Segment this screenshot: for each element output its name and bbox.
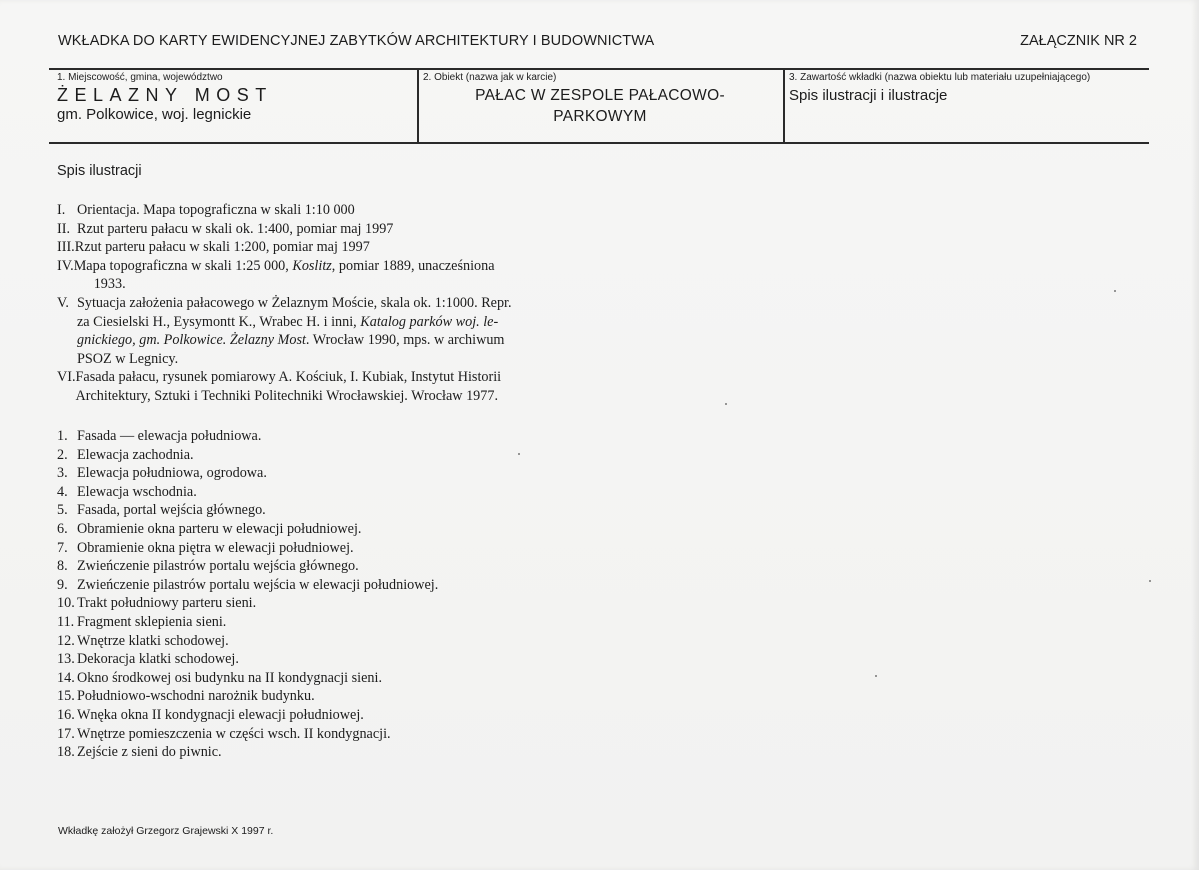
item-number: 16. [57,706,75,723]
object-name-line-2: PARKOWYM [553,108,647,125]
list-item [57,743,577,762]
item-number: 6. [57,520,68,537]
item-number: 8. [57,558,68,575]
contents-field-label: 3. Zawartość wkładki (nazwa obiektu lub materiału uzupełniającego) [789,72,1091,83]
item-text-part: 1933. [93,276,126,293]
item-number: 4. [57,483,68,500]
list-item [57,464,577,483]
list-item [57,594,577,613]
list-item [57,539,577,558]
item-text: Elewacja zachodnia. [77,446,194,463]
item-text-part: , pomiar 1889, unacześniona [331,257,495,274]
contents-value: Spis ilustracji i ilustracje [789,87,948,104]
list-item [57,257,567,294]
item-text: Elewacja południowa, ogrodowa. [77,465,267,482]
item-text: Obramienie okna piętra w elewacji południowej. [77,539,354,556]
list-item [57,294,567,368]
paper-speck [1114,290,1116,292]
item-number: 12. [57,632,75,649]
item-text: Fasada — elewacja południowa. [77,428,262,444]
list-item [57,446,577,465]
item-number: V. [57,294,69,311]
item-text-part: Fasada pałacu, rysunek pomiarowy A. Kościuk, I. Kubiak, Instytut Historii [75,369,502,386]
item-number: 18. [57,744,75,761]
item-number: 17. [57,725,75,742]
item-text: Trakt południowy parteru sieni. [77,595,257,612]
item-text: Orientacja. Mapa topograficzna w skali 1:10 000 [77,202,355,218]
item-text-italic: gnickiego, gm. Polkowice. Żelazny Most [77,332,306,349]
item-text: Fragment sklepienia sieni. [77,613,227,630]
paper-speck [1149,580,1151,582]
paper-speck [725,403,727,405]
item-number: 10. [57,595,75,612]
list-item [57,725,577,744]
item-text: Rzut parteru pałacu w skali 1:200, pomiar maj 1997 [74,239,370,256]
item-text-italic: Katalog parków woj. le- [360,313,499,330]
item-text: Wnętrze klatki schodowej. [77,632,229,649]
item-text: Dekoracja klatki schodowej. [77,651,239,668]
item-text: Elewacja wschodnia. [77,483,197,500]
list-item [57,632,577,651]
form-title: WKŁADKA DO KARTY EWIDENCYJNEJ ZABYTKÓW ARCHITEKTURY I BUDOWNICTWA [58,33,655,49]
object-name [430,85,770,127]
item-text: Rzut parteru pałacu w skali ok. 1:400, pomiar maj 1997 [77,220,394,237]
object-name-line-1: PAŁAC W ZESPOLE PAŁACOWO- [475,87,725,104]
paper-speck [875,675,877,677]
top-rule [49,68,1149,70]
item-number: I. [57,202,66,218]
list-item [57,669,577,688]
item-text: Południowo-wschodni narożnik budynku. [77,688,315,705]
list-item [57,576,577,595]
item-number: VI. [57,369,76,386]
item-number: 14. [57,669,75,686]
item-text: Fasada, portal wejścia głównego. [77,502,266,519]
item-text: Zwieńczenie pilastrów portalu wejścia w elewacji południowej. [77,576,439,593]
photo-list [57,427,577,762]
item-text: Zejście z sieni do piwnic. [77,744,222,761]
section-title: Spis ilustracji [57,163,142,179]
list-item [57,557,577,576]
item-number: IV. [57,257,74,274]
author-note: Wkładkę założył Grzegorz Grajewski X 1997 r. [58,825,274,837]
item-number: III. [57,239,75,256]
list-item [57,613,577,632]
item-text [77,294,512,368]
paper-speck [518,453,520,455]
map-drawing-list [57,201,567,406]
field-divider-2 [783,70,785,142]
item-text [76,368,502,405]
place-district: gm. Polkowice, woj. legnickie [57,106,252,123]
bottom-rule [49,142,1149,144]
item-text-part: Sytuacja założenia pałacowego w Żelaznym Moście, skala ok. 1:1000. Repr. [77,294,512,311]
attachment-number: ZAŁĄCZNIK NR 2 [1020,33,1137,49]
item-number: II. [57,220,70,237]
list-item [57,706,577,725]
list-item [57,368,567,405]
item-text: Obramienie okna parteru w elewacji południowej. [77,520,362,537]
item-text: Wnęka okna II kondygnacji elewacji południowej. [77,706,364,723]
item-number: 15. [57,688,75,705]
item-number: 11. [57,613,75,630]
list-item [57,483,577,502]
item-number: 5. [57,502,68,519]
item-text: Zwieńczenie pilastrów portalu wejścia głównego. [77,558,359,575]
list-item [57,201,567,220]
item-text-part: PSOZ w Legnicy. [77,350,179,367]
item-number: 2. [57,446,68,463]
item-number: 1. [57,428,68,444]
list-item [57,220,567,239]
item-text [74,257,495,294]
item-text-part: Mapa topograficzna w skali 1:25 000, [73,257,293,274]
item-number: 7. [57,539,68,556]
list-item [57,501,577,520]
list-item [57,238,567,257]
place-field-label: 1. Miejscowość, gmina, województwo [57,72,223,83]
list-item [57,427,577,446]
item-text: Wnętrze pomieszczenia w części wsch. II kondygnacji. [77,725,391,742]
item-text: Okno środkowej osi budynku na II kondygnacji sieni. [77,669,382,686]
item-text-italic: Koslitz [292,257,332,274]
place-name: ŻELAZNY MOST [57,85,273,105]
item-text-part: . Wrocław 1990, mps. w archiwum [305,332,505,349]
field-divider-1 [417,70,419,142]
list-item [57,687,577,706]
item-number: 9. [57,576,68,593]
item-number: 3. [57,465,68,482]
object-field-label: 2. Obiekt (nazwa jak w karcie) [423,72,557,83]
item-text-part: Architektury, Sztuki i Techniki Politechniki Wrocławskiej. Wrocław 1977. [75,387,499,404]
item-number: 13. [57,651,75,668]
list-item [57,520,577,539]
item-text-part: za Ciesielski H., Eysymontt K., Wrabec H. i inni, [77,313,361,330]
list-item [57,650,577,669]
